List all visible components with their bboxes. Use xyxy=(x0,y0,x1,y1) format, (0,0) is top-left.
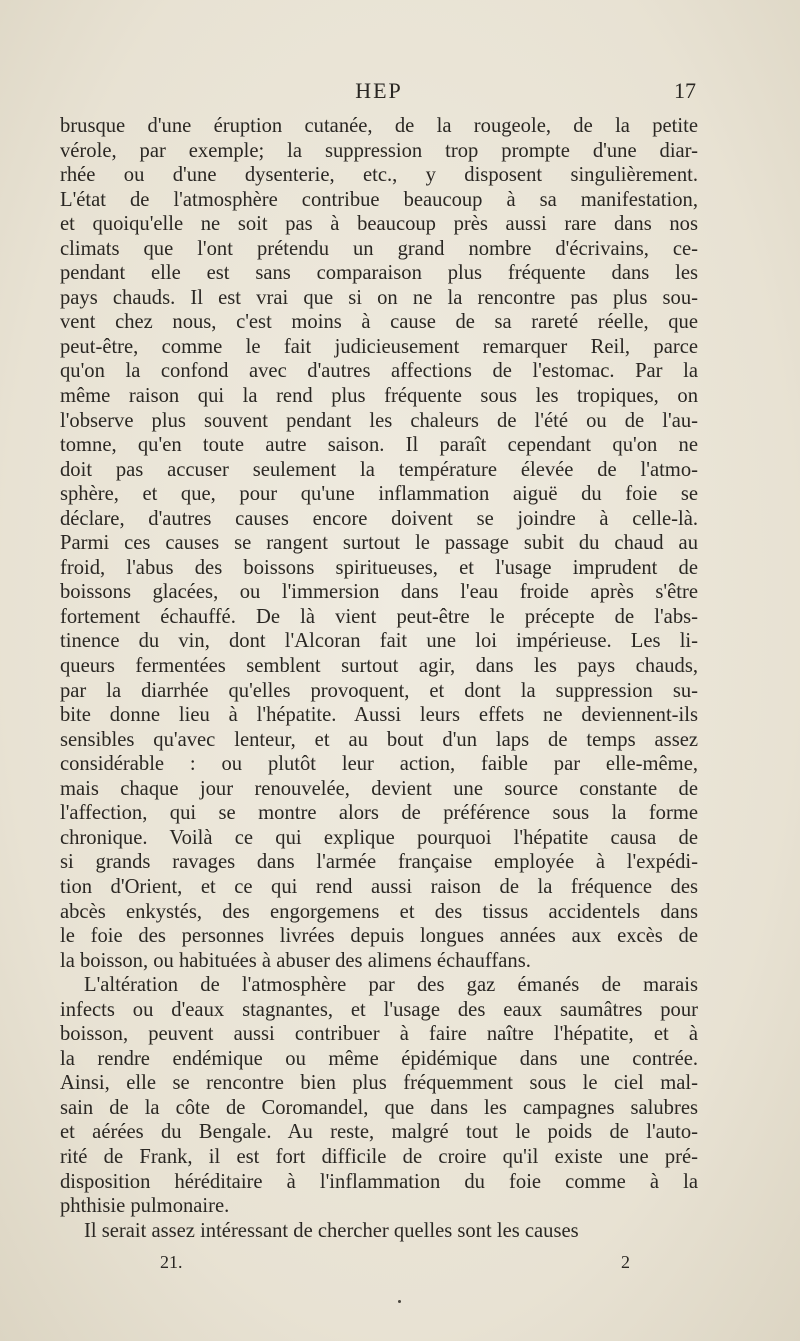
text-line: tomne, qu'en toute autre saison. Il paraît cependant qu'on ne xyxy=(60,434,698,457)
text-line: brusque d'une éruption cutanée, de la rougeole, de la petite xyxy=(60,115,698,137)
text-line: qu'on la confond avec d'autres affections de l'estomac. Par la xyxy=(60,360,698,383)
text-line: et aérées du Bengale. Au reste, malgré tout le poids de l'auto- xyxy=(60,1121,698,1144)
text-line: disposition héréditaire à l'inflammation du foie comme à la xyxy=(60,1170,698,1193)
text-line: L'état de l'atmosphère contribue beaucoup à sa manifestation, xyxy=(60,188,698,211)
page-header xyxy=(60,78,698,108)
page-number: 17 xyxy=(674,78,696,103)
running-head: HEP xyxy=(355,78,403,103)
text-line: bite donne lieu à l'hépatite. Aussi leurs effets ne deviennent-ils xyxy=(60,704,698,727)
body-text xyxy=(60,114,698,1243)
text-line: queurs fermentées semblent surtout agir, dans les pays chauds, xyxy=(60,655,698,678)
paper-speck xyxy=(398,1300,401,1303)
text-line: considérable : ou plutôt leur action, faible par elle-même, xyxy=(60,753,698,776)
text-line: si grands ravages dans l'armée française employée à l'expédi- xyxy=(60,851,698,874)
text-line: sensibles qu'avec lenteur, et au bout d'un laps de temps assez xyxy=(60,728,698,751)
sheet-number: 2 xyxy=(621,1252,630,1272)
text-line: la boisson, ou habituées à abuser des alimens échauffans. xyxy=(60,949,531,972)
text-line: rhée ou d'une dysenterie, etc., y disposent singulièrement. xyxy=(60,164,698,187)
text-line: même raison qui la rend plus fréquente sous les tropiques, on xyxy=(60,385,698,408)
text-line: le foie des personnes livrées depuis longues années aux excès de xyxy=(60,925,698,948)
text-line: phthisie pulmonaire. xyxy=(60,1195,230,1218)
text-line: pays chauds. Il est vrai que si on ne la rencontre pas plus sou- xyxy=(60,286,698,309)
text-line: L'altération de l'atmosphère par des gaz émanés de marais xyxy=(84,974,698,997)
text-line: la rendre endémique ou même épidémique dans une contrée. xyxy=(60,1047,698,1070)
text-line: froid, l'abus des boissons spiritueuses, et l'usage imprudent de xyxy=(60,556,698,579)
text-line: chronique. Voilà ce qui explique pourquoi l'hépatite causa de xyxy=(60,826,698,849)
text-line: boissons glacées, ou l'immersion dans l'eau froide après s'être xyxy=(60,581,698,604)
text-line: infects ou d'eaux stagnantes, et l'usage des eaux saumâtres pour xyxy=(60,998,698,1021)
text-line: vérole, par exemple; la suppression trop prompte d'une diar- xyxy=(60,139,698,162)
text-line: par la diarrhée qu'elles provoquent, et dont la suppression su- xyxy=(60,679,698,702)
text-line: vent chez nous, c'est moins à cause de sa rareté réelle, que xyxy=(60,311,698,334)
text-line: l'affection, qui se montre alors de préférence sous la forme xyxy=(60,802,698,825)
text-line: rité de Frank, il est fort difficile de croire qu'il existe une pré- xyxy=(60,1145,698,1168)
text-line: fortement échauffé. De là vient peut-être le précepte de l'abs- xyxy=(60,605,698,628)
text-line: boisson, peuvent aussi contribuer à faire naître l'hépatite, et à xyxy=(60,1023,698,1046)
text-line: Ainsi, elle se rencontre bien plus fréquemment sous le ciel mal- xyxy=(60,1072,698,1095)
text-line: tinence du vin, dont l'Alcoran fait une loi impérieuse. Les li- xyxy=(60,630,698,653)
text-line: sphère, et que, pour qu'une inflammation aiguë du foie se xyxy=(60,483,698,506)
text-line: déclare, d'autres causes encore doivent se joindre à celle-là. xyxy=(60,507,698,530)
text-line: sain de la côte de Coromandel, que dans les campagnes salubres xyxy=(60,1096,698,1119)
text-line: peut-être, comme le fait judicieusement remarquer Reil, parce xyxy=(60,335,698,358)
text-line: pendant elle est sans comparaison plus fréquente dans les xyxy=(60,262,698,285)
signature-mark: 21. xyxy=(160,1252,183,1272)
text-line: climats que l'ont prétendu un grand nombre d'écrivains, ce- xyxy=(60,237,698,260)
text-line: tion d'Orient, et ce qui rend aussi raison de la fréquence des xyxy=(60,875,698,898)
text-line: Parmi ces causes se rangent surtout le passage subit du chaud au xyxy=(60,532,698,555)
text-line: Il serait assez intéressant de chercher quelles sont les causes xyxy=(84,1219,579,1242)
text-line: doit pas accuser seulement la température élevée de l'atmo- xyxy=(60,458,698,481)
text-line: abcès enkystés, des engorgemens et des tissus accidentels dans xyxy=(60,900,698,923)
text-line: et quoiqu'elle ne soit pas à beaucoup près aussi rare dans nos xyxy=(60,213,698,236)
text-line: mais chaque jour renouvelée, devient une source constante de xyxy=(60,777,698,800)
text-line: l'observe plus souvent pendant les chaleurs de l'été ou de l'au- xyxy=(60,409,698,432)
